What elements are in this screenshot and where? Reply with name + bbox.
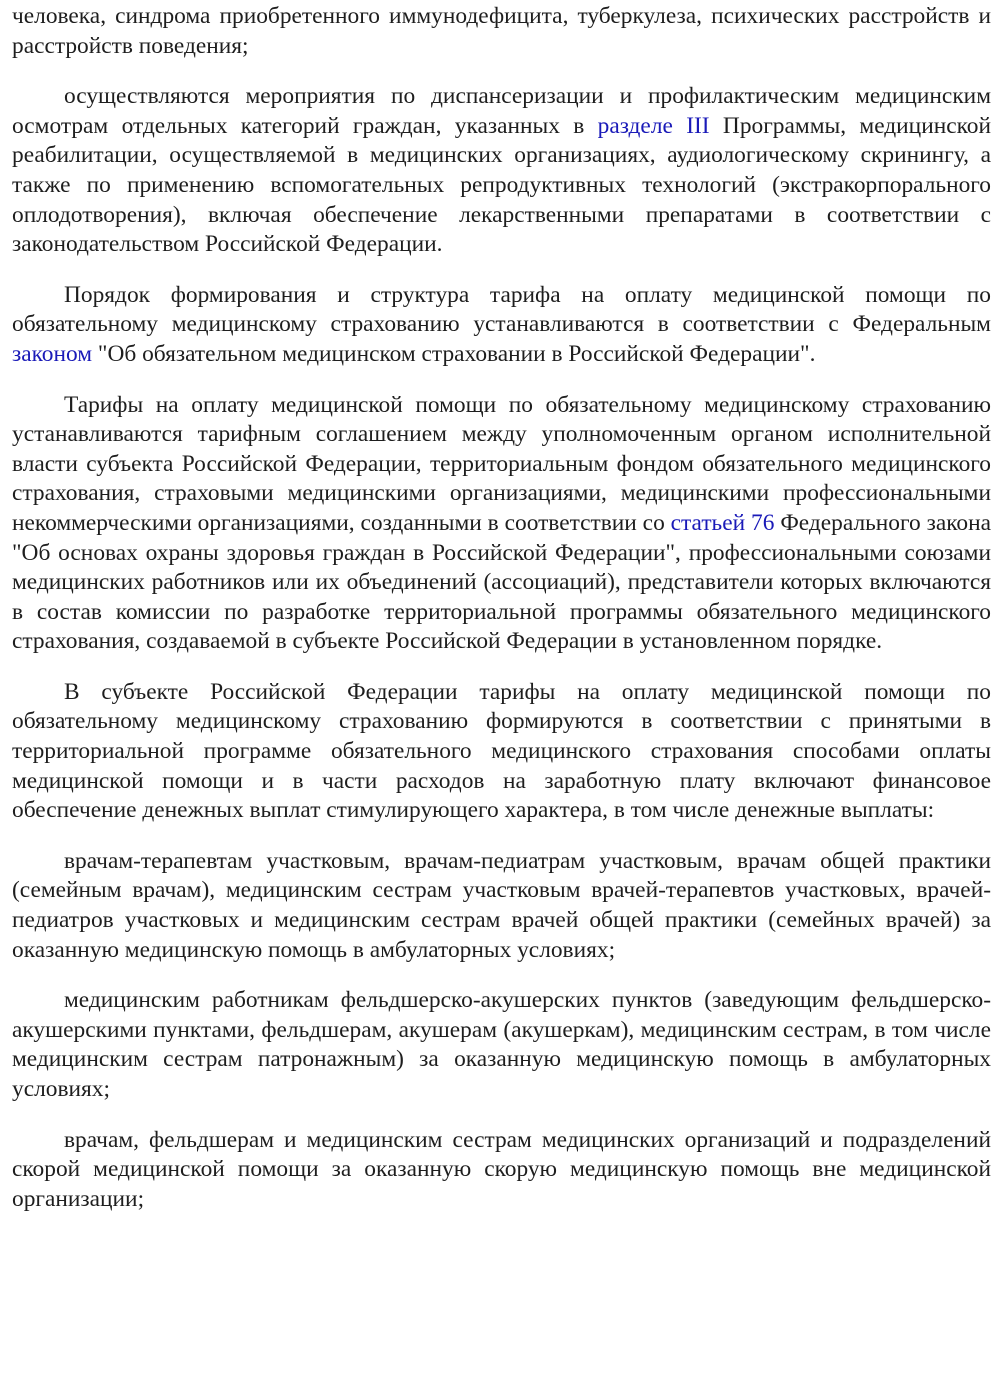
paragraph-text: Тарифы на оплату медицинской помощи по обязательному медицинскому страхованию устанавливаются тарифным соглашением между уполномоченным органом исполнительной власти субъекта Российской Федерации, территориальным фондом обязательного медицинского страхования, страховыми медицинскими организациями, медицинскими профессиональными некоммерческими организациями, созданными в соответствии со <box>12 391 991 536</box>
paragraph <box>12 678 991 826</box>
paragraph-text: врачам, фельдшерам и медицинским сестрам медицинских организаций и подразделений скорой медицинской помощи за оказанную скорую медицинскую помощь вне медицинской организации; <box>12 1126 991 1212</box>
paragraph <box>12 986 991 1104</box>
document-link[interactable]: законом <box>12 340 93 367</box>
paragraph <box>12 847 991 965</box>
paragraph-text: человека, синдрома приобретенного иммунодефицита, туберкулеза, психических расстройств и расстройств поведения; <box>12 3 991 59</box>
paragraph <box>12 82 991 260</box>
paragraph <box>12 281 991 370</box>
paragraph-text: медицинским работникам фельдшерско-акушерских пунктов (заведующим фельдшерско-акушерскими пунктами, фельдшерам, акушерам (акушеркам), медицинским сестрам, в том числе медицинским сестрам патронажным) за оказанную медицинскую помощь в амбулаторных условиях; <box>12 987 991 1102</box>
paragraph-text: "Об обязательном медицинском страховании в Российской Федерации". <box>92 340 816 367</box>
document-link[interactable]: разделе III <box>597 112 710 139</box>
paragraph-text: Порядок формирования и структура тарифа на оплату медицинской помощи по обязательному медицинскому страхованию устанавливаются в соответствии с Федеральным <box>12 281 991 338</box>
paragraph-text: В субъекте Российской Федерации тарифы на оплату медицинской помощи по обязательному медицинскому страхованию формируются в соответствии с принятыми в территориальной программе обязательного медицинского страхования способами оплаты медицинской помощи и в части расходов на заработную плату включают финансовое обеспечение денежных выплат стимулирующего характера, в том числе денежные выплаты: <box>12 678 991 824</box>
paragraph <box>12 391 991 657</box>
document-body <box>12 2 991 1235</box>
paragraph <box>12 2 991 61</box>
paragraph-text: Программы, медицинской реабилитации, осуществляемой в медицинских организациях, аудиологическому скринингу, а также по применению вспомогательных репродуктивных технологий (экстракорпорального оплодотворения), включая обеспечение лекарственными препаратами в соответствии с законодательством Российской Федерации. <box>12 112 992 258</box>
paragraph-text: Федерального закона "Об основах охраны здоровья граждан в Российской Федерации", профессиональными союзами медицинских работников или их объединений (ассоциаций), представители которых включаются в состав комиссии по разработке территориальной программы обязательного медицинского страхования, создаваемой в субъекте Российской Федерации в установленном порядке. <box>12 509 991 655</box>
document-link[interactable]: статьей 76 <box>670 509 775 536</box>
paragraph-text: осуществляются мероприятия по диспансеризации и профилактическим медицинским осмотрам отдельных категорий граждан, указанных в <box>12 83 991 139</box>
paragraph <box>12 1126 991 1215</box>
paragraph-text: врачам-терапевтам участковым, врачам-педиатрам участковым, врачам общей практики (семейным врачам), медицинским сестрам участковым врачей-терапевтов участковых, врачей-педиатров участковых и медицинским сестрам врачей общей практики (семейных врачей) за оказанную медицинскую помощь в амбулаторных условиях; <box>12 847 991 963</box>
